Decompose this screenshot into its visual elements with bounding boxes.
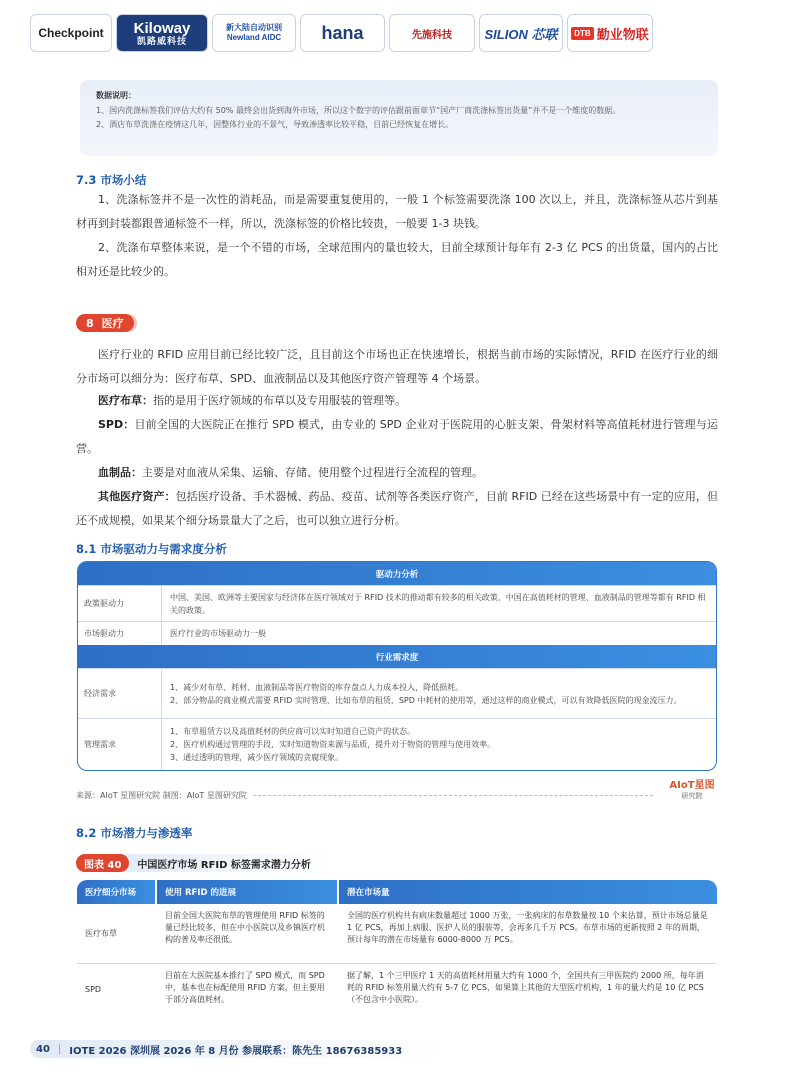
aiot-brand-logo: AIoT星图 研究院: [669, 780, 715, 800]
potential-analysis-table: [77, 880, 717, 1016]
section-8-intro: 医疗行业的 RFID 应用目前已经比较广泛，且目前这个市场也正在快速增长，根据当前市场的实际情况，RFID 在医疗行业的细分市场可以细分为：医疗布草、SPD、血液制品以及其他医疗资产管理等 4 个场景。: [76, 348, 718, 385]
section-8-item-other-assets: 其他医疗资产：包括医疗设备、手术器械、药品、疫苗、试剂等各类医疗资产，目前 RFID 已经在这些场景中有一定的应用，但还不成规模，如果某个细分场景量大了之后，也可以独立进行分析。: [76, 490, 718, 527]
table-header: 医疗细分市场 使用 RFID 的进展 潜在市场量: [77, 880, 717, 904]
table-row: 管理需求 1、布草租赁方以及高值耗材的供应商可以实时知道自己资产的状态。 2、医疗机构通过管理的手段，实时知道物资来源与品质，提升对于物资的管理与使用效率。 3、通过透明的管理，减少医疗领域的贪腐现象。: [78, 718, 716, 770]
page-footer: 40 | IOTE 2026 深圳展 2026 年 8 月份 参展联系：陈先生 18676385933: [30, 1040, 442, 1058]
driver-analysis-table: [77, 561, 717, 771]
sponsor-logos-bar: [30, 14, 770, 54]
section-8-pill: 8 医疗: [76, 314, 134, 332]
table-row: SPD 目前在大医院基本推行了 SPD 模式，而 SPD 中，基本也在标配使用 RFID 方案，但主要用于部分高值耗材。 据了解，1 个三甲医疗 1 天的高值耗材用量大约有 1000 个，全国共有三甲医院约 2000 所，每年消耗的 RFID 标签用量大约有 5-7 亿 PCS，如果算上其他的大型医疗机构，1 年的量大约是 10 亿 PCS（不包含中小医院）。: [85, 971, 704, 1004]
table-row: 市场驱动力 医疗行业的市场驱动力一般: [78, 621, 716, 645]
notes-line-1: 1、国内洗涤标签我们评估大约有 50% 最终会出货到海外市场，所以这个数字的评估跟前面章节“国产厂商洗涤标签出货量”并不是一个维度的数据。: [96, 106, 621, 115]
hana-logo: hana: [300, 14, 385, 52]
section-8-item-linen: 医疗布草：指的是用于医疗领域的布草以及专用服装的管理等。: [98, 394, 406, 407]
source-line: 来源：AIoT 星图研究院 制图：AIoT 星图研究院: [76, 790, 653, 801]
data-notes-box: [80, 80, 718, 156]
section-8-1-heading: 8.1 市场驱动力与需求度分析: [76, 542, 227, 556]
section-8-heading: [76, 312, 134, 334]
sense-logo: 先施科技: [389, 14, 475, 52]
section-7-3-paragraph-1: 1、洗涤标签并不是一次性的消耗品，而是需要重复使用的，一般 1 个标签需要洗涤 100 次以上，并且，洗涤标签从芯片到基材再到封装都跟普通标签不一样，所以，洗涤标签的价格比较贵，一般要 1-3 块钱。: [76, 193, 718, 230]
table-row: 医疗布草 目前全国大医院布草的管理使用 RFID 标签的量已经比较多，但在中小医院以及乡镇医疗机构的普及率还很低。 全国的医疗机构共有病床数量超过 1000 万张，一张病床的布草数量按 10 个来估算，预计市场总量是 1 亿 PCS，再加上病服、医护人员的服装等，会再多几千万 PCS。布草市场的更新按照 2 年的周期，预计每年的潜在市场量有 6000-8000 万 PCS。: [77, 904, 717, 964]
table-header-drivers: 驱动力分析: [78, 562, 716, 585]
figure-tag: 图表 40: [76, 854, 129, 872]
notes-line-2: 2、酒店布草洗涤在疫情这几年，因整体行业的不景气，导致渗透率比较平稳，目前已经恢复在增长。: [96, 120, 454, 129]
newland-logo: 新大陆自动识别 Newland AIDC: [212, 14, 296, 52]
section-8-item-blood: 血制品：主要是对血液从采集、运输、存储、使用整个过程进行全流程的管理。: [98, 466, 483, 479]
figure-40-caption: [76, 854, 331, 872]
table-row: 政策驱动力 中国、美国、欧洲等主要国家与经济体在医疗领域对于 RFID 技术的推动都有较多的相关政策，中国在高值耗材的管理、血液制品的管理等都有 RFID 相关的政策。: [78, 585, 716, 621]
section-8-2-heading: 8.2 市场潜力与渗透率: [76, 826, 193, 840]
notes-title: 数据说明：: [96, 91, 136, 100]
footer-text: IOTE 2026 深圳展 2026 年 8 月份 参展联系：陈先生 18676385933: [69, 1045, 403, 1057]
silion-logo: SILION 芯联: [479, 14, 563, 52]
dtb-logo: DTB 勤业物联: [567, 14, 653, 52]
table-row: 经济需求 1、减少对布草、耗材、血液制品等医疗物资的库存盘点人力成本投入，降低损耗。 2、部分物品的商业模式需要 RFID 实时管理，比如布草的租赁，SPD 中耗材的使用等，通过这样的商业模式，可以有效降低医院的现金流压力。: [78, 668, 716, 718]
checkpoint-logo: Checkpoint: [30, 14, 112, 52]
page-number: 40: [36, 1043, 50, 1055]
section-7-3-paragraph-2: 2、洗涤布草整体来说，是一个不错的市场，全球范围内的量也较大，目前全球预计每年有 2-3 亿 PCS 的出货量，国内的占比相对还是比较少的。: [76, 241, 718, 278]
figure-title: 中国医疗市场 RFID 标签需求潜力分析: [137, 859, 311, 871]
section-8-item-spd: SPD：目前全国的大医院正在推行 SPD 模式，由专业的 SPD 企业对于医院用的心脏支架、骨架材料等高值耗材进行管理与运营。: [76, 418, 718, 455]
kiloway-logo: Kiloway 凯路威科技: [116, 14, 208, 52]
section-7-3-heading: 7.3 市场小结: [76, 173, 147, 187]
table-header-demand: 行业需求度: [78, 645, 716, 668]
